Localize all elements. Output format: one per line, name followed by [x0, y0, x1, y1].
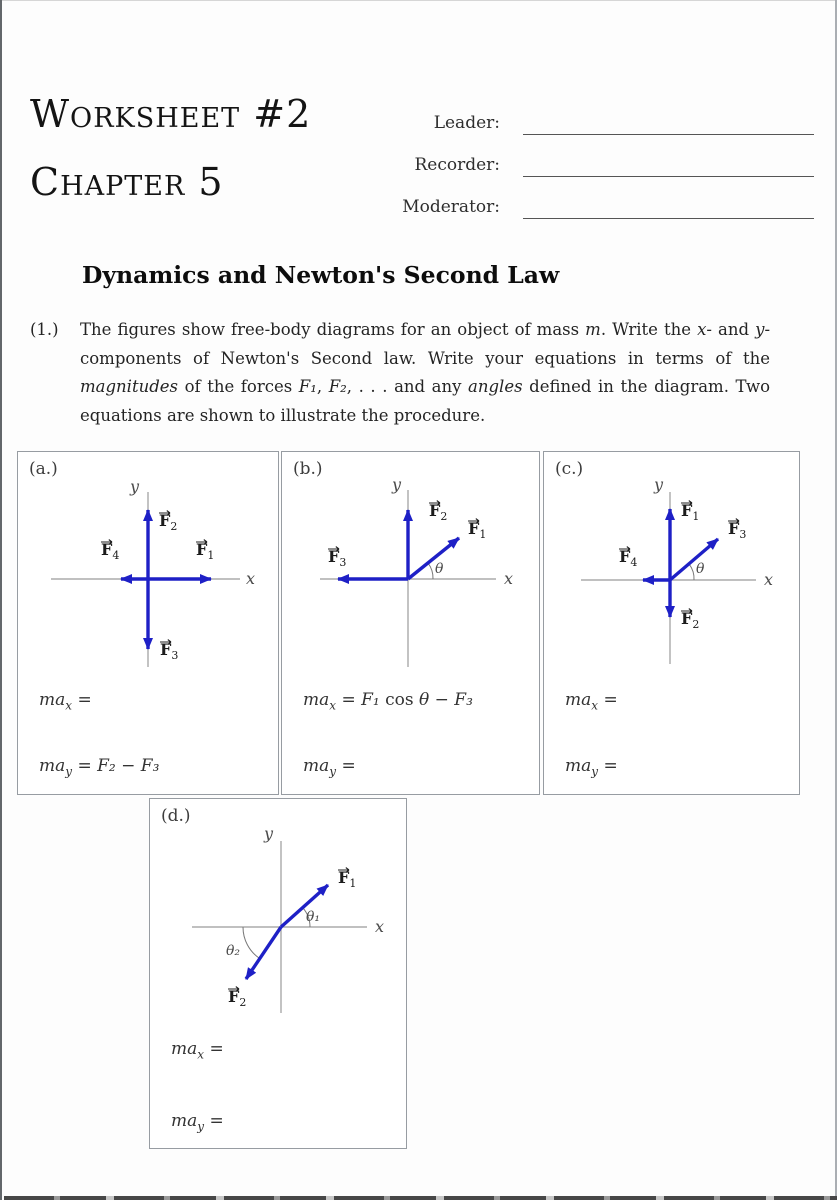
x-axis-label: x — [375, 917, 385, 936]
force-vector-f1 — [281, 885, 328, 927]
equation-max-b: $ma_x = F_1$ cos θ − F₃ — [303, 690, 473, 713]
angle-label-theta1: θ₁ — [306, 909, 321, 925]
force-label-f1 — [338, 868, 356, 890]
equation-max-c: $ma_x$ = — [565, 690, 624, 713]
panel-b — [281, 451, 540, 795]
moderator-fill-line — [523, 201, 814, 219]
section-title: Dynamics and Newton's Second Law — [82, 261, 560, 289]
y-axis-label: y — [654, 475, 664, 494]
force-label-f2 — [228, 987, 246, 1009]
svg-text:F2: $F_2$ — [681, 609, 700, 631]
svg-text:F1: $F_1$ — [196, 540, 215, 562]
problem-text: The figures show free-body diagrams for an object of mass m. Write the x- and y-components of Newton's Second law. Write your equations in terms of the magnitudes of the forces F₁, F₂, . . . and any angles defined in the diagram. Two equations are shown to illustrate the procedure. — [80, 320, 771, 425]
free-body-diagram-a — [18, 474, 277, 674]
free-body-diagram-c — [544, 474, 798, 674]
problem-statement — [30, 316, 770, 430]
angle-arc — [428, 563, 433, 579]
roster-label-moderator: Moderator: — [402, 197, 500, 217]
equation-may-b: $ma_y$ = — [303, 756, 362, 779]
force-vector-f2 — [246, 927, 281, 979]
x-axis-label: x — [246, 569, 256, 588]
problem-number: (1.) — [30, 320, 59, 339]
angle-label-theta2: θ₂ — [226, 943, 241, 959]
force-label-f3 — [160, 640, 178, 662]
y-axis-label: y — [130, 477, 140, 496]
equation-may-c: $ma_y$ = — [565, 756, 624, 779]
worksheet-title: Worksheet #2 — [30, 92, 312, 136]
roster-label-recorder: Recorder: — [414, 155, 500, 175]
force-vector-f1 — [408, 538, 459, 579]
equation-max-a: $ma_x$ = — [39, 690, 98, 713]
svg-text:F1: $F_1$ — [338, 868, 357, 890]
cropped-next-row-edge — [4, 1196, 837, 1200]
force-label-f2 — [159, 511, 177, 533]
force-label-f2 — [681, 609, 699, 631]
svg-text:F2: $F_2$ — [159, 511, 178, 533]
svg-text:F3: $F_3$ — [728, 519, 747, 541]
equation-max-d: $ma_x$ = — [171, 1039, 230, 1062]
equation-may-d: $ma_y$ = — [171, 1111, 230, 1134]
force-label-f1 — [196, 540, 214, 562]
leader-fill-line — [523, 117, 814, 135]
chapter-title: Chapter 5 — [30, 160, 224, 204]
panel-c-label: (c.) — [555, 459, 584, 479]
angle-label: θ — [435, 561, 444, 577]
force-label-f4 — [619, 547, 637, 569]
page-border-top — [2, 0, 837, 1]
svg-text:F4: $F_4$ — [101, 540, 120, 562]
force-label-f3 — [728, 519, 746, 541]
free-body-diagram-b — [282, 474, 538, 674]
force-label-f1 — [681, 501, 699, 523]
svg-text:F3: $F_3$ — [328, 547, 347, 569]
svg-text:F3: $F_3$ — [160, 640, 179, 662]
recorder-fill-line — [523, 159, 814, 177]
force-label-f1 — [468, 519, 486, 541]
panel-a — [17, 451, 279, 795]
free-body-diagram-d — [150, 821, 405, 1031]
y-axis-label: y — [264, 824, 274, 843]
force-label-f3 — [328, 547, 346, 569]
y-axis-label: y — [392, 475, 402, 494]
panel-b-label: (b.) — [293, 459, 323, 479]
angle-arc-theta2 — [243, 927, 260, 958]
x-axis-label: x — [504, 569, 514, 588]
angle-label: θ — [696, 561, 705, 577]
angle-arc — [689, 564, 694, 580]
svg-text:F1: $F_1$ — [468, 519, 487, 541]
svg-text:F2: $F_2$ — [429, 501, 448, 523]
panel-a-label: (a.) — [29, 459, 58, 479]
panel-c — [543, 451, 800, 795]
svg-text:F2: $F_2$ — [228, 987, 247, 1009]
panel-d-label: (d.) — [161, 806, 191, 826]
force-label-f2 — [429, 501, 447, 523]
force-label-f4 — [101, 540, 119, 562]
panel-d — [149, 798, 407, 1149]
svg-text:F1: $F_1$ — [681, 501, 700, 523]
equation-may-a: $ma_y = F_2 - F_3$ — [39, 756, 160, 779]
roster-label-leader: Leader: — [433, 113, 500, 133]
x-axis-label: x — [764, 570, 774, 589]
svg-text:F4: $F_4$ — [619, 547, 638, 569]
